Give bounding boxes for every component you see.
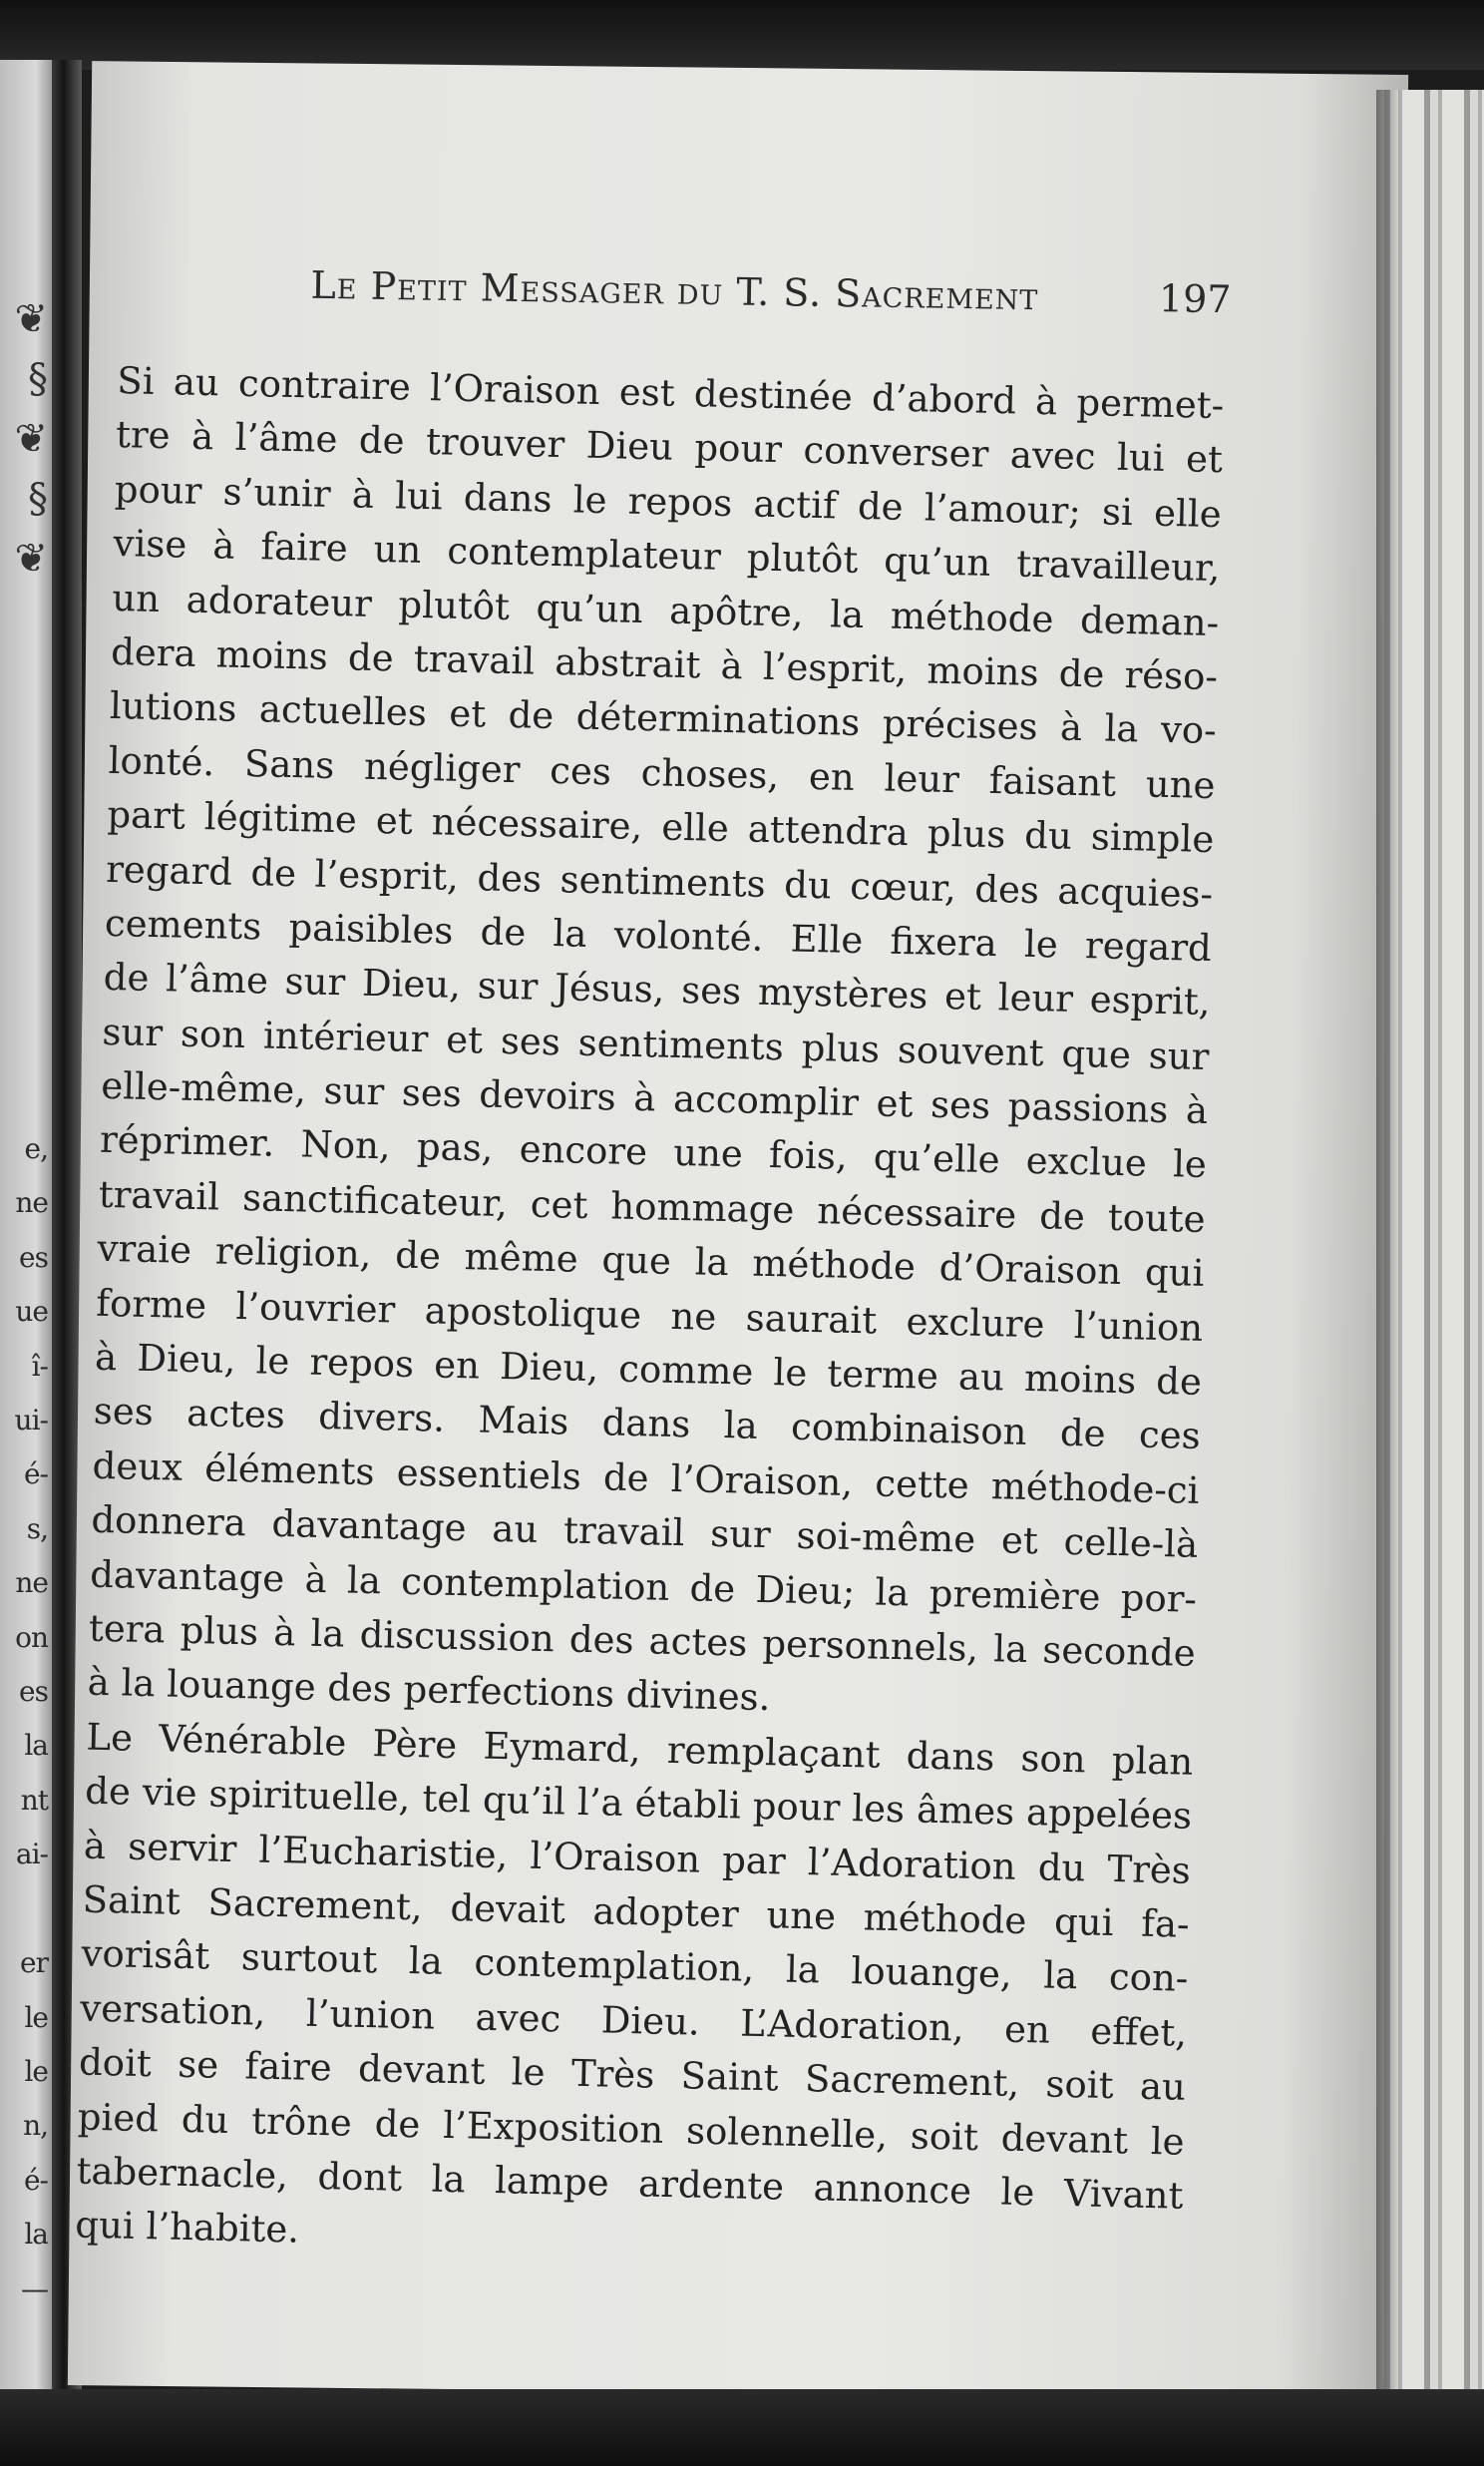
previous-page-fragment: es [19,1240,48,1274]
text-line: donnera davantage au travail sur soi-même et celle-là [90,1497,1199,1567]
previous-page-fragment: e, [24,1132,48,1165]
text-line: à servir l’Eucharistie, l’Oraison par l’Adoration du Très [83,1824,1192,1892]
text-line: de vie spirituelle, tel qu’il l’a établi pour les âmes appelées [84,1769,1193,1838]
previous-page-fragment: s, [26,1511,48,1545]
text-line: deux éléments essentiels de l’Oraison, cette méthode-ci [92,1443,1200,1512]
text-line: travail sanctificateur, cet hommage nécessaire de toute [98,1172,1207,1241]
previous-page-fragment: ui- [14,1404,48,1438]
previous-page-fragment: la [24,1729,48,1763]
previous-page-fragment: la [24,2218,48,2252]
text-line: tera plus à la discussion des actes personnels, la seconde [88,1606,1197,1675]
previous-page-fragment: î- [31,1349,48,1383]
text-line: qui l’habite. [74,2203,300,2252]
previous-page-fragment: ne [15,1566,48,1600]
text-line: pour s’unir à lui dans le repos actif de l’amour; si elle [114,467,1223,536]
text-line: vise à faire un contemplateur plutôt qu’un travailleur, [113,522,1221,591]
previous-page-fragment: n, [23,2109,48,2143]
previous-page-fragment: ai- [15,1838,48,1871]
page-ornament-icon: ❦ § ❦ § ❦ [14,296,48,582]
previous-page-fragment: le [24,2054,48,2088]
text-line: tre à l’âme de trouver Dieu pour converser avec lui et [115,413,1224,482]
previous-page-fragment: ne [15,1186,48,1220]
previous-page-fragment: on [15,1620,48,1654]
previous-page-fragment: é- [23,1457,48,1491]
text-line: lonté. Sans négliger ces choses, en leur faisant une [108,738,1216,807]
text-line: elle-même, sur ses devoirs à accomplir et ses passions à [100,1063,1209,1133]
text-line: vorisât surtout la contemplation, la louange, la con- [81,1931,1189,2001]
previous-page-fragment: — [21,2271,48,2305]
text-line: part légitime et nécessaire, elle attendra plus du simple [107,793,1215,862]
text-line: ses actes divers. Mais dans la combinaison de ces [93,1390,1202,1458]
paragraph [75,1710,1194,2277]
text-line: pied du trône de l’Exposition solennelle, soit devant le [77,2095,1186,2164]
running-head [198,261,1232,357]
text-line: de l’âme sur Dieu, sur Jésus, ses mystères et leur esprit, [103,956,1212,1025]
text-line: cements paisibles de la volonté. Elle fixera le regard [104,901,1213,970]
text-line: à Dieu, le repos en Dieu, comme le terme au moins de [94,1335,1203,1404]
text-line: vraie religion, de même que la méthode d’Oraison qui [97,1227,1205,1296]
text-line: regard de l’esprit, des sentiments du cœur, des acquies- [105,847,1214,916]
text-line: forme l’ouvrier apostolique ne saurait exclure l’union [95,1281,1204,1350]
text-line: réprimer. Non, pas, encore une fois, qu’elle exclue le [99,1118,1208,1187]
text-line: Saint Sacrement, devait adopter une méthode qui fa- [82,1877,1191,1946]
previous-page-fragment [0,1882,48,1936]
text-line: tabernacle, dont la lampe ardente annonce le Vivant [76,2149,1184,2218]
text-line: Si au contraire l’Oraison est destinée d’abord à permet- [116,358,1225,428]
previous-page-fragment: le [24,2000,48,2034]
page-body-text [75,354,1225,2277]
previous-page-fragment: er [20,1946,48,1980]
previous-page-text-fragments [0,1122,48,2316]
text-line: lutions actuelles et de déterminations précises à la vo- [109,684,1218,753]
text-line: davantage à la contemplation de Dieu; la première por- [89,1552,1198,1621]
previous-page-fragment: ue [15,1295,48,1329]
previous-page-edge [0,60,52,2394]
paragraph [87,354,1225,1736]
text-line: Le Vénérable Père Eymard, remplaçant dans son plan [86,1715,1194,1784]
scan-background-top [0,0,1484,70]
text-line: dera moins de travail abstrait à l’esprit, moins de réso- [110,629,1219,699]
previous-page-fragment: nt [20,1783,48,1817]
running-title: Le Petit Messager du T. S. Sacrement [310,262,1039,319]
page-number: 197 [1158,276,1232,322]
previous-page-fragment: é- [23,2163,48,2197]
previous-page-fragment: es [19,1675,48,1709]
text-line: versation, l’union avec Dieu. L’Adoration, en effet, [79,1986,1188,2055]
scan-background-bottom [0,2389,1484,2466]
text-line: sur son intérieur et ses sentiments plus souvent que sur [102,1010,1210,1078]
page-edge-shadow [1376,90,1400,2404]
text-line: doit se faire devant le Très Saint Sacrement, soit au [78,2040,1187,2109]
text-line: un adorateur plutôt qu’un apôtre, la méthode deman- [111,576,1220,644]
text-line: à la louange des perfections divines. [87,1661,771,1720]
